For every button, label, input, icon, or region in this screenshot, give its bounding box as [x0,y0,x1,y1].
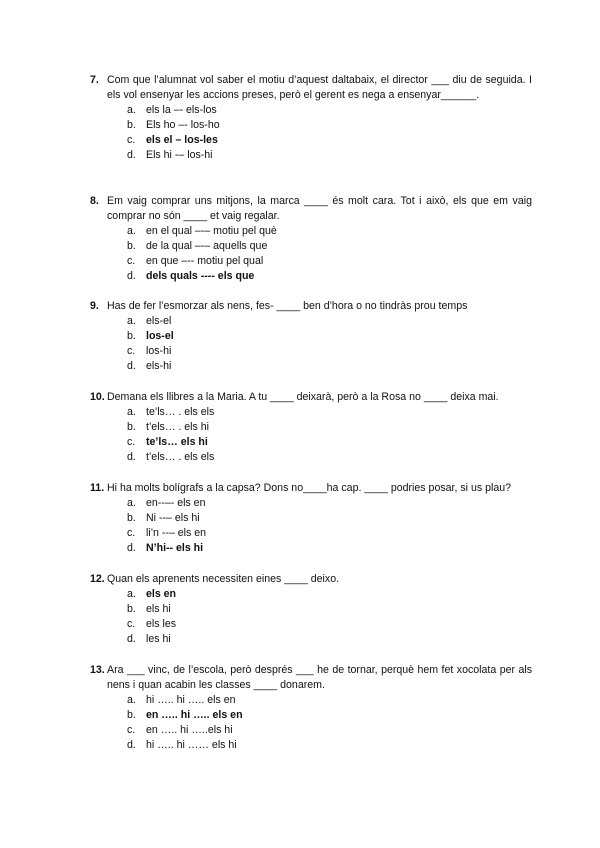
option-text: Ni --– els hi [146,512,200,524]
option-letter: b. [127,330,136,342]
option-letter: b. [127,512,136,524]
option-letter: c. [127,618,136,630]
answer-options [127,314,532,374]
option-text-correct: N’hi-- els hi [146,542,204,554]
option-c[interactable] [127,617,532,632]
option-a[interactable] [127,405,532,420]
option-b[interactable] [127,708,532,723]
option-text: els les [146,618,177,630]
option-text: t’els… . els els [146,451,215,463]
option-letter: b. [127,119,136,131]
option-a[interactable] [127,224,532,239]
option-text-correct: els el – los-les [146,134,218,146]
option-b[interactable] [127,420,532,435]
option-letter: b. [127,709,136,721]
question-number: 13. [90,664,105,676]
option-a[interactable] [127,693,532,708]
option-letter: a. [127,406,136,418]
option-b[interactable] [127,239,532,254]
question-text: Com que l’alumnat vol saber el motiu d’aquest daltabaix, el director ___ diu de seguida. I els vol ensenyar les accions preses, però el gerent es nega a ensenyar______. [107,74,532,101]
question-number: 11. [90,482,105,494]
option-letter: c. [127,724,136,736]
option-a[interactable] [127,587,532,602]
option-letter: a. [127,225,136,237]
option-a[interactable] [127,103,532,118]
option-text: hi ….. hi ….. els en [146,694,236,706]
answer-options [127,693,532,753]
question-text: Demana els llibres a la Maria. A tu ____ deixarà, però a la Rosa no ____ deixa mai. [107,391,499,403]
option-letter: a. [127,497,136,509]
option-d[interactable] [127,738,532,753]
option-text-correct: te’ls… els hi [146,436,208,448]
question-8 [90,194,532,284]
option-letter: d. [127,542,136,554]
option-text: els la –- els-los [146,104,217,116]
option-letter: b. [127,240,136,252]
option-b[interactable] [127,602,532,617]
option-letter: a. [127,694,136,706]
option-letter: c. [127,527,136,539]
option-text: en ….. hi …..els hi [146,724,233,736]
option-c[interactable] [127,133,532,148]
option-text: de la qual –-– aquells que [146,240,268,252]
option-text: els-hi [146,360,172,372]
answer-options [127,103,532,163]
question-text: Ara ___ vinc, de l’escola, però després ___ he de tornar, perquè hem fet xocolata per als nens i quan acabin les classes ____ donarem. [107,664,532,691]
question-13 [90,663,532,753]
option-d[interactable] [127,541,532,556]
answer-options [127,405,532,465]
option-letter: b. [127,421,136,433]
question-text: Has de fer l’esmorzar als nens, fes- ____ ben d’hora o no tindràs prou temps [107,300,468,312]
question-10 [90,390,532,465]
option-text: les hi [146,633,171,645]
option-letter: c. [127,134,136,146]
option-text: los-hi [146,345,172,357]
option-b[interactable] [127,511,532,526]
option-letter: c. [127,436,136,448]
question-number: 8. [90,195,99,207]
option-letter: d. [127,149,136,161]
option-text: en el qual –-– motiu pel què [146,225,277,237]
option-letter: d. [127,270,136,282]
option-letter: d. [127,739,136,751]
option-text-correct: dels quals ---- els que [146,270,255,282]
question-7 [90,73,532,163]
option-c[interactable] [127,254,532,269]
option-c[interactable] [127,526,532,541]
option-d[interactable] [127,450,532,465]
option-b[interactable] [127,118,532,133]
option-c[interactable] [127,435,532,450]
option-c[interactable] [127,723,532,738]
option-letter: a. [127,588,136,600]
option-letter: a. [127,315,136,327]
option-b[interactable] [127,329,532,344]
option-letter: d. [127,633,136,645]
option-text: en--–- els en [146,497,206,509]
option-text: li’n --– els en [146,527,207,539]
question-number: 12. [90,573,105,585]
option-letter: c. [127,255,136,267]
option-d[interactable] [127,148,532,163]
option-d[interactable] [127,269,532,284]
question-11 [90,481,532,556]
answer-options [127,224,532,284]
option-text: te’ls… . els els [146,406,215,418]
option-text-correct: en ….. hi ….. els en [146,709,243,721]
option-text: els hi [146,603,171,615]
option-letter: a. [127,104,136,116]
question-text: Em vaig comprar uns mitjons, la marca ____ és molt cara. Tot i això, els que em vaig comprar no són ____ et vaig regalar. [107,195,532,222]
option-a[interactable] [127,314,532,329]
option-d[interactable] [127,632,532,647]
option-text: hi ….. hi …… els hi [146,739,237,751]
question-number: 10. [90,391,105,403]
option-letter: c. [127,345,136,357]
question-number: 9. [90,300,99,312]
option-text: t’els… . els hi [146,421,209,433]
question-12 [90,572,532,647]
option-letter: b. [127,603,136,615]
option-letter: d. [127,451,136,463]
question-text: Quan els aprenents necessiten eines ____ deixo. [107,573,340,585]
answer-options [127,496,532,556]
option-text: Els hi -– los-hi [146,149,213,161]
option-text: els-el [146,315,172,327]
question-9 [90,299,532,374]
option-d[interactable] [127,359,532,374]
option-text: Els ho –- los-ho [146,119,220,131]
option-text: en que –-- motiu pel qual [146,255,264,267]
answer-options [127,587,532,647]
option-text-correct: els en [146,588,177,600]
option-c[interactable] [127,344,532,359]
option-letter: d. [127,360,136,372]
question-text: Hi ha molts bolígrafs a la capsa? Dons no____ha cap. ____ podries posar, si us plau? [107,482,511,494]
option-a[interactable] [127,496,532,511]
option-text-correct: los-el [146,330,174,342]
question-number: 7. [90,74,99,86]
